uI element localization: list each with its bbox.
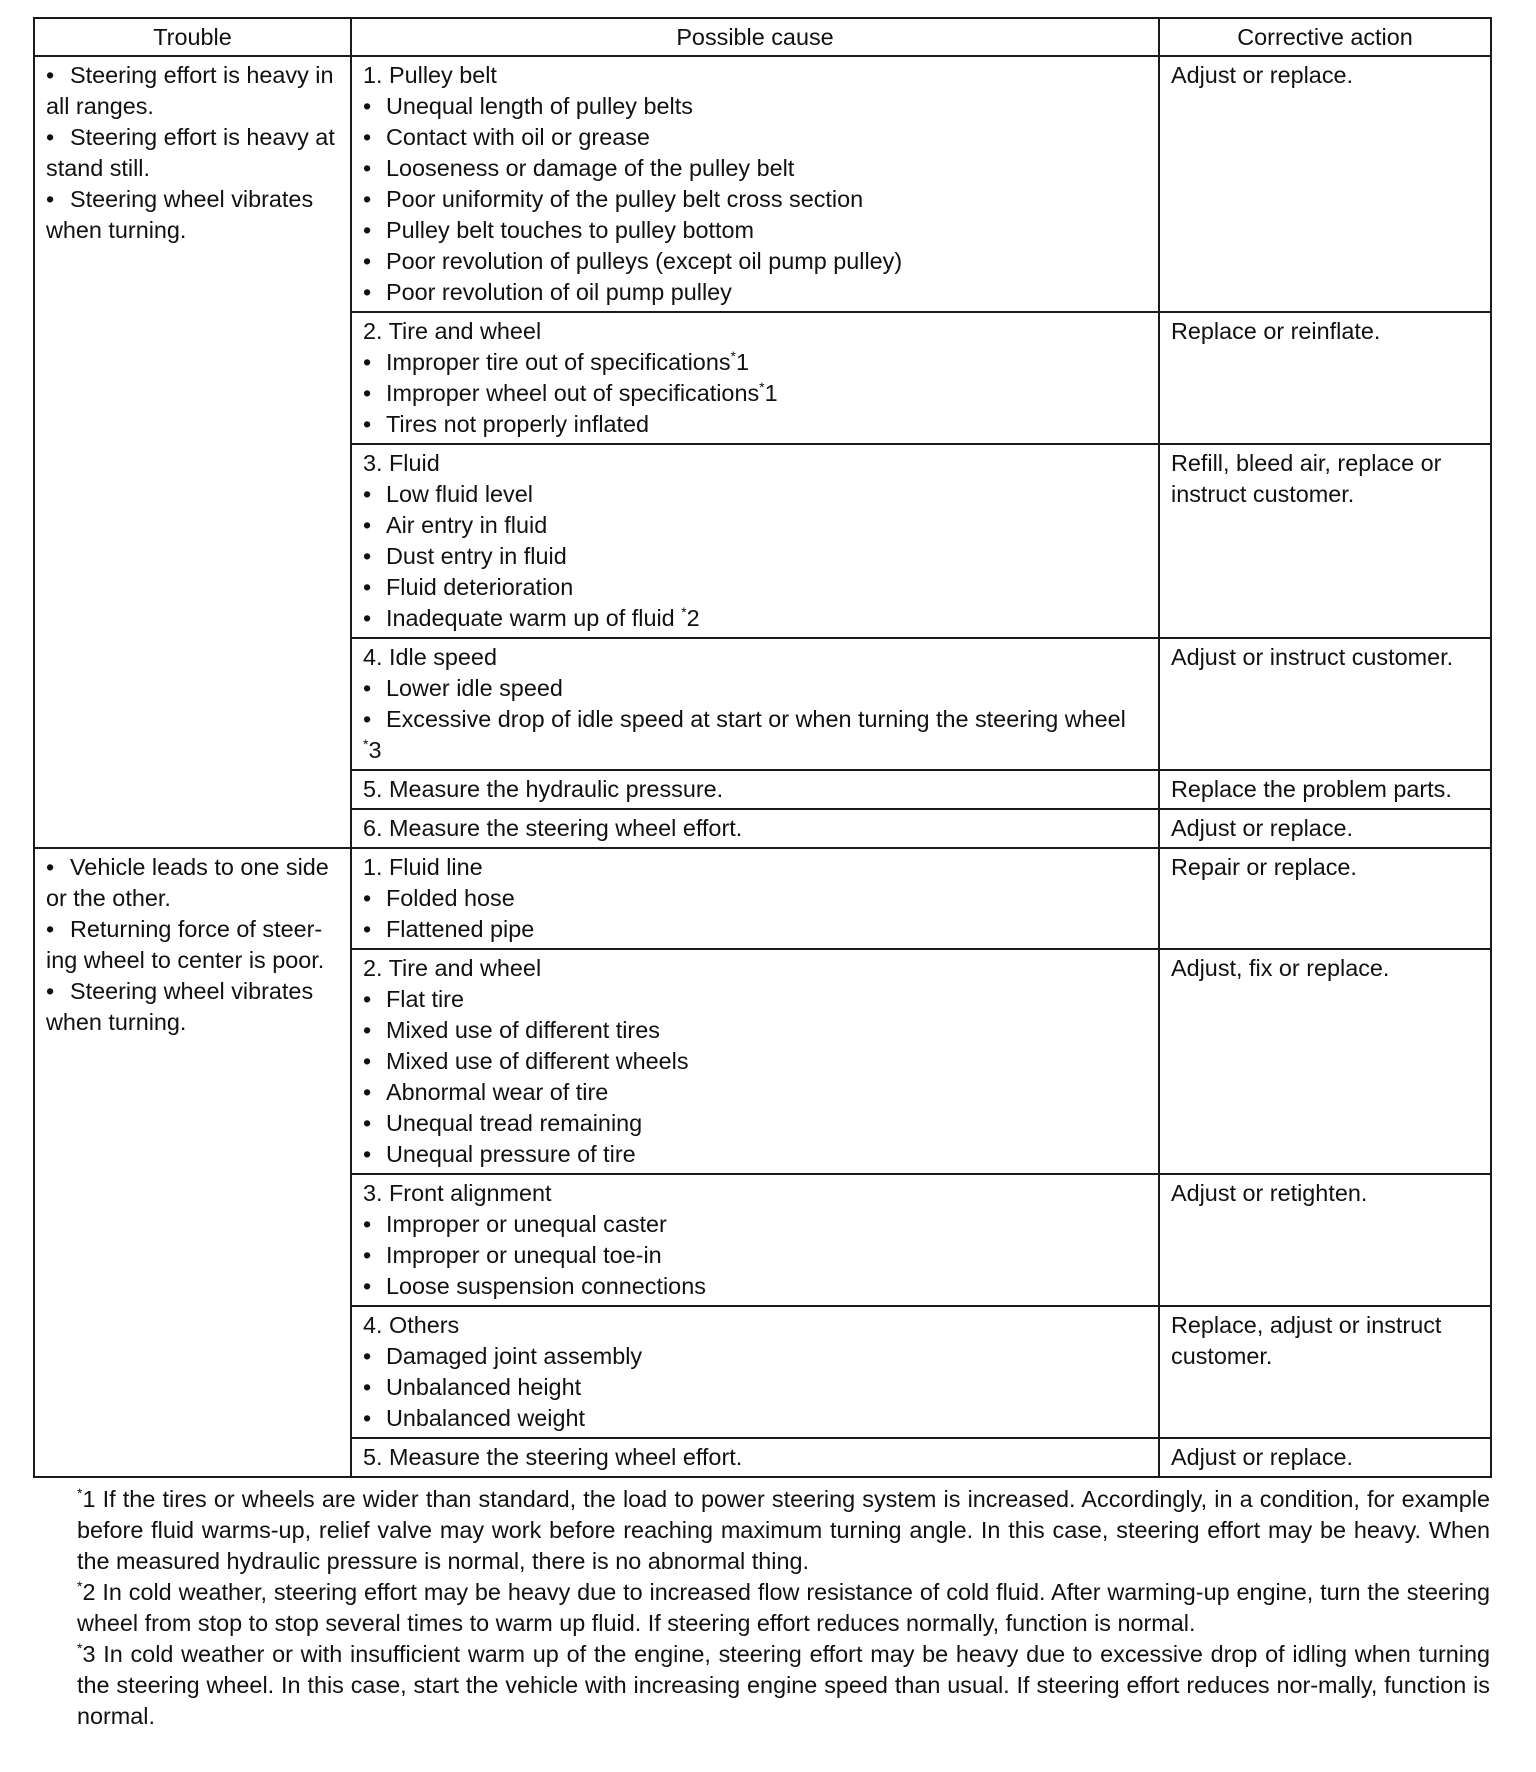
bullet-icon: • bbox=[46, 854, 55, 880]
cause-title: 4. Others bbox=[363, 1312, 460, 1338]
bullet-icon: • bbox=[363, 916, 372, 942]
cause-text: Improper or unequal toe-in bbox=[386, 1242, 662, 1268]
cause-cell bbox=[351, 848, 1159, 949]
cause-cell bbox=[351, 444, 1159, 638]
footnote-ref: 3 bbox=[368, 737, 382, 763]
cause-title: 2. Tire and wheel bbox=[363, 318, 542, 344]
cause-cell bbox=[351, 770, 1159, 809]
header-trouble: Trouble bbox=[34, 18, 351, 56]
cause-item bbox=[363, 215, 1150, 246]
footnote bbox=[77, 1577, 1490, 1639]
cause-text: Loose suspension connections bbox=[386, 1273, 706, 1299]
cause-title: 5. Measure the hydraulic pressure. bbox=[363, 776, 724, 802]
bullet-icon: • bbox=[363, 706, 372, 732]
cause-text: Unbalanced weight bbox=[386, 1405, 585, 1431]
corrective-action: Replace, adjust or instruct customer. bbox=[1159, 1306, 1491, 1438]
cause-text: Poor uniformity of the pulley belt cross section bbox=[386, 186, 864, 212]
bullet-icon: • bbox=[46, 978, 55, 1004]
bullet-icon: • bbox=[363, 380, 372, 406]
bullet-icon: • bbox=[363, 186, 372, 212]
cause-cell bbox=[351, 312, 1159, 444]
cause-item bbox=[363, 378, 1150, 409]
cause-item bbox=[363, 479, 1150, 510]
cause-item bbox=[363, 1139, 1150, 1170]
cause-title: 3. Front alignment bbox=[363, 1180, 552, 1206]
bullet-icon: • bbox=[363, 481, 372, 507]
bullet-icon: • bbox=[46, 916, 55, 942]
trouble-item bbox=[46, 914, 342, 976]
cause-cell bbox=[351, 1438, 1159, 1477]
bullet-icon: • bbox=[363, 512, 372, 538]
footnote-text: In cold weather or with insufficient warm up of the engine, steering effort may be heavy due to excessive drop of idling when turning the steering wheel. In this case, start the vehicle with increasing engine speed than usual. If steering effort reduces nor-mally, function is normal. bbox=[77, 1641, 1490, 1729]
bullet-icon: • bbox=[363, 411, 372, 437]
table-row bbox=[34, 848, 1491, 949]
cause-title: 2. Tire and wheel bbox=[363, 955, 542, 981]
trouble-text: Steering effort is heavy at stand still. bbox=[46, 124, 335, 181]
footnote-mark: * bbox=[730, 348, 736, 364]
bullet-icon: • bbox=[46, 62, 55, 88]
header-possible-cause: Possible cause bbox=[351, 18, 1159, 56]
cause-item bbox=[363, 1403, 1150, 1434]
cause-text: Damaged joint assembly bbox=[386, 1343, 643, 1369]
cause-item bbox=[363, 572, 1150, 603]
cause-item bbox=[363, 1341, 1150, 1372]
bullet-icon: • bbox=[363, 217, 372, 243]
cause-text: Contact with oil or grease bbox=[386, 124, 650, 150]
bullet-icon: • bbox=[46, 186, 55, 212]
footnote-ref: 3 bbox=[82, 1641, 96, 1667]
cause-text: Dust entry in fluid bbox=[386, 543, 567, 569]
cause-item bbox=[363, 1372, 1150, 1403]
bullet-icon: • bbox=[363, 1048, 372, 1074]
cause-item bbox=[363, 409, 1150, 440]
cause-item bbox=[363, 277, 1150, 308]
corrective-action: Adjust or instruct customer. bbox=[1159, 638, 1491, 770]
cause-text: Improper wheel out of specifications bbox=[386, 380, 760, 406]
footnote-mark: * bbox=[363, 736, 369, 752]
cause-title: 6. Measure the steering wheel effort. bbox=[363, 815, 743, 841]
trouble-text: Vehicle leads to one side or the other. bbox=[46, 854, 329, 911]
trouble-item bbox=[46, 184, 342, 246]
cause-cell bbox=[351, 1306, 1159, 1438]
footnote-ref: 1 bbox=[735, 349, 749, 375]
cause-text: Looseness or damage of the pulley belt bbox=[386, 155, 795, 181]
corrective-action: Adjust or replace. bbox=[1159, 809, 1491, 848]
cause-cell bbox=[351, 1174, 1159, 1306]
corrective-action: Adjust or retighten. bbox=[1159, 1174, 1491, 1306]
cause-text: Unequal length of pulley belts bbox=[386, 93, 693, 119]
cause-text: Excessive drop of idle speed at start or when turning the steering wheel bbox=[386, 706, 1126, 732]
cause-text: Tires not properly inflated bbox=[386, 411, 650, 437]
bullet-icon: • bbox=[363, 1343, 372, 1369]
bullet-icon: • bbox=[363, 1079, 372, 1105]
footnote-text: In cold weather, steering effort may be heavy due to increased flow resistance of cold fluid. After warming-up engine, turn the steering wheel from stop to stop several times to warm up fluid. If steering effort reduces normally, function is normal. bbox=[77, 1579, 1490, 1636]
cause-title: 1. Fluid line bbox=[363, 854, 483, 880]
trouble-text: Steering effort is heavy in all ranges. bbox=[46, 62, 334, 119]
bullet-icon: • bbox=[363, 543, 372, 569]
footnote-mark: * bbox=[77, 1578, 83, 1594]
corrective-action: Replace the problem parts. bbox=[1159, 770, 1491, 809]
table-header-row bbox=[34, 18, 1491, 56]
footnote-ref: 1 bbox=[764, 380, 778, 406]
cause-item bbox=[363, 1015, 1150, 1046]
bullet-icon: • bbox=[46, 124, 55, 150]
cause-text: Low fluid level bbox=[386, 481, 533, 507]
table-body bbox=[34, 56, 1491, 1477]
footnote-mark: * bbox=[681, 604, 687, 620]
cause-text: Air entry in fluid bbox=[386, 512, 548, 538]
footnotes bbox=[77, 1484, 1490, 1732]
corrective-action: Adjust or replace. bbox=[1159, 1438, 1491, 1477]
cause-item bbox=[363, 673, 1150, 704]
cause-text: Poor revolution of oil pump pulley bbox=[386, 279, 732, 305]
bullet-icon: • bbox=[363, 1273, 372, 1299]
cause-text: Poor revolution of pulleys (except oil pump pulley) bbox=[386, 248, 903, 274]
trouble-cell bbox=[34, 848, 351, 1477]
cause-item bbox=[363, 1046, 1150, 1077]
cause-item bbox=[363, 347, 1150, 378]
cause-text: Mixed use of different tires bbox=[386, 1017, 660, 1043]
bullet-icon: • bbox=[363, 675, 372, 701]
cause-text: Improper or unequal caster bbox=[386, 1211, 667, 1237]
trouble-item bbox=[46, 852, 342, 914]
cause-item bbox=[363, 510, 1150, 541]
cause-cell bbox=[351, 949, 1159, 1174]
trouble-item bbox=[46, 976, 342, 1038]
cause-text: Improper tire out of specifications bbox=[386, 349, 731, 375]
bullet-icon: • bbox=[363, 279, 372, 305]
cause-item bbox=[363, 153, 1150, 184]
trouble-text: Steering wheel vibrates when turning. bbox=[46, 978, 314, 1035]
footnote bbox=[77, 1484, 1490, 1577]
trouble-text: Returning force of steer-ing wheel to center is poor. bbox=[46, 916, 325, 973]
cause-text: Flattened pipe bbox=[386, 916, 535, 942]
bullet-icon: • bbox=[363, 1242, 372, 1268]
corrective-action: Replace or reinflate. bbox=[1159, 312, 1491, 444]
cause-item bbox=[363, 1108, 1150, 1139]
bullet-icon: • bbox=[363, 248, 372, 274]
bullet-icon: • bbox=[363, 885, 372, 911]
troubleshooting-document bbox=[33, 17, 1490, 1478]
bullet-icon: • bbox=[363, 605, 372, 631]
troubleshooting-table bbox=[33, 17, 1492, 1478]
header-corrective-action: Corrective action bbox=[1159, 18, 1491, 56]
cause-text: Unequal tread remaining bbox=[386, 1110, 643, 1136]
cause-item bbox=[363, 914, 1150, 945]
cause-item bbox=[363, 122, 1150, 153]
bullet-icon: • bbox=[363, 1405, 372, 1431]
bullet-icon: • bbox=[363, 1211, 372, 1237]
trouble-text: Steering wheel vibrates when turning. bbox=[46, 186, 314, 243]
bullet-icon: • bbox=[363, 574, 372, 600]
bullet-icon: • bbox=[363, 1017, 372, 1043]
cause-text: Mixed use of different wheels bbox=[386, 1048, 689, 1074]
cause-title: 4. Idle speed bbox=[363, 644, 497, 670]
footnote bbox=[77, 1639, 1490, 1732]
cause-text: Abnormal wear of tire bbox=[386, 1079, 609, 1105]
bullet-icon: • bbox=[363, 1141, 372, 1167]
cause-title: 5. Measure the steering wheel effort. bbox=[363, 1444, 743, 1470]
cause-cell bbox=[351, 809, 1159, 848]
footnote-ref: 1 bbox=[82, 1486, 96, 1512]
table-row bbox=[34, 56, 1491, 312]
cause-item bbox=[363, 603, 1150, 634]
cause-text: Pulley belt touches to pulley bottom bbox=[386, 217, 754, 243]
cause-item bbox=[363, 1271, 1150, 1302]
cause-item bbox=[363, 541, 1150, 572]
cause-text: Lower idle speed bbox=[386, 675, 563, 701]
bullet-icon: • bbox=[363, 93, 372, 119]
bullet-icon: • bbox=[363, 349, 372, 375]
cause-title: 3. Fluid bbox=[363, 450, 440, 476]
cause-item bbox=[363, 184, 1150, 215]
bullet-icon: • bbox=[363, 155, 372, 181]
cause-text: Unequal pressure of tire bbox=[386, 1141, 636, 1167]
corrective-action: Adjust, fix or replace. bbox=[1159, 949, 1491, 1174]
cause-cell bbox=[351, 56, 1159, 312]
cause-item bbox=[363, 1077, 1150, 1108]
corrective-action: Adjust or replace. bbox=[1159, 56, 1491, 312]
bullet-icon: • bbox=[363, 986, 372, 1012]
footnote-mark: * bbox=[759, 379, 765, 395]
cause-item bbox=[363, 883, 1150, 914]
cause-item bbox=[363, 246, 1150, 277]
bullet-icon: • bbox=[363, 124, 372, 150]
corrective-action: Repair or replace. bbox=[1159, 848, 1491, 949]
footnote-ref: 2 bbox=[82, 1579, 96, 1605]
cause-text: Flat tire bbox=[386, 986, 464, 1012]
cause-item bbox=[363, 1209, 1150, 1240]
cause-item bbox=[363, 984, 1150, 1015]
cause-text: Fluid deterioration bbox=[386, 574, 574, 600]
cause-text: Folded hose bbox=[386, 885, 515, 911]
corrective-action: Refill, bleed air, replace or instruct customer. bbox=[1159, 444, 1491, 638]
cause-text: Inadequate warm up of fluid bbox=[386, 605, 682, 631]
footnote-mark: * bbox=[77, 1485, 83, 1501]
cause-cell bbox=[351, 638, 1159, 770]
footnote-mark: * bbox=[77, 1640, 83, 1656]
cause-title: 1. Pulley belt bbox=[363, 62, 497, 88]
footnote-ref: 2 bbox=[686, 605, 700, 631]
cause-item bbox=[363, 1240, 1150, 1271]
cause-item bbox=[363, 91, 1150, 122]
trouble-item bbox=[46, 60, 342, 122]
bullet-icon: • bbox=[363, 1110, 372, 1136]
bullet-icon: • bbox=[363, 1374, 372, 1400]
cause-text: Unbalanced height bbox=[386, 1374, 582, 1400]
cause-item bbox=[363, 704, 1150, 766]
footnote-text: If the tires or wheels are wider than standard, the load to power steering system is increased. Accordingly, in a condition, for example before fluid warms-up, relief valve may work before reaching maximum turning angle. In this case, steering effort may be heavy. When the measured hydraulic pressure is normal, there is no abnormal thing. bbox=[77, 1486, 1490, 1574]
trouble-cell bbox=[34, 56, 351, 848]
trouble-item bbox=[46, 122, 342, 184]
